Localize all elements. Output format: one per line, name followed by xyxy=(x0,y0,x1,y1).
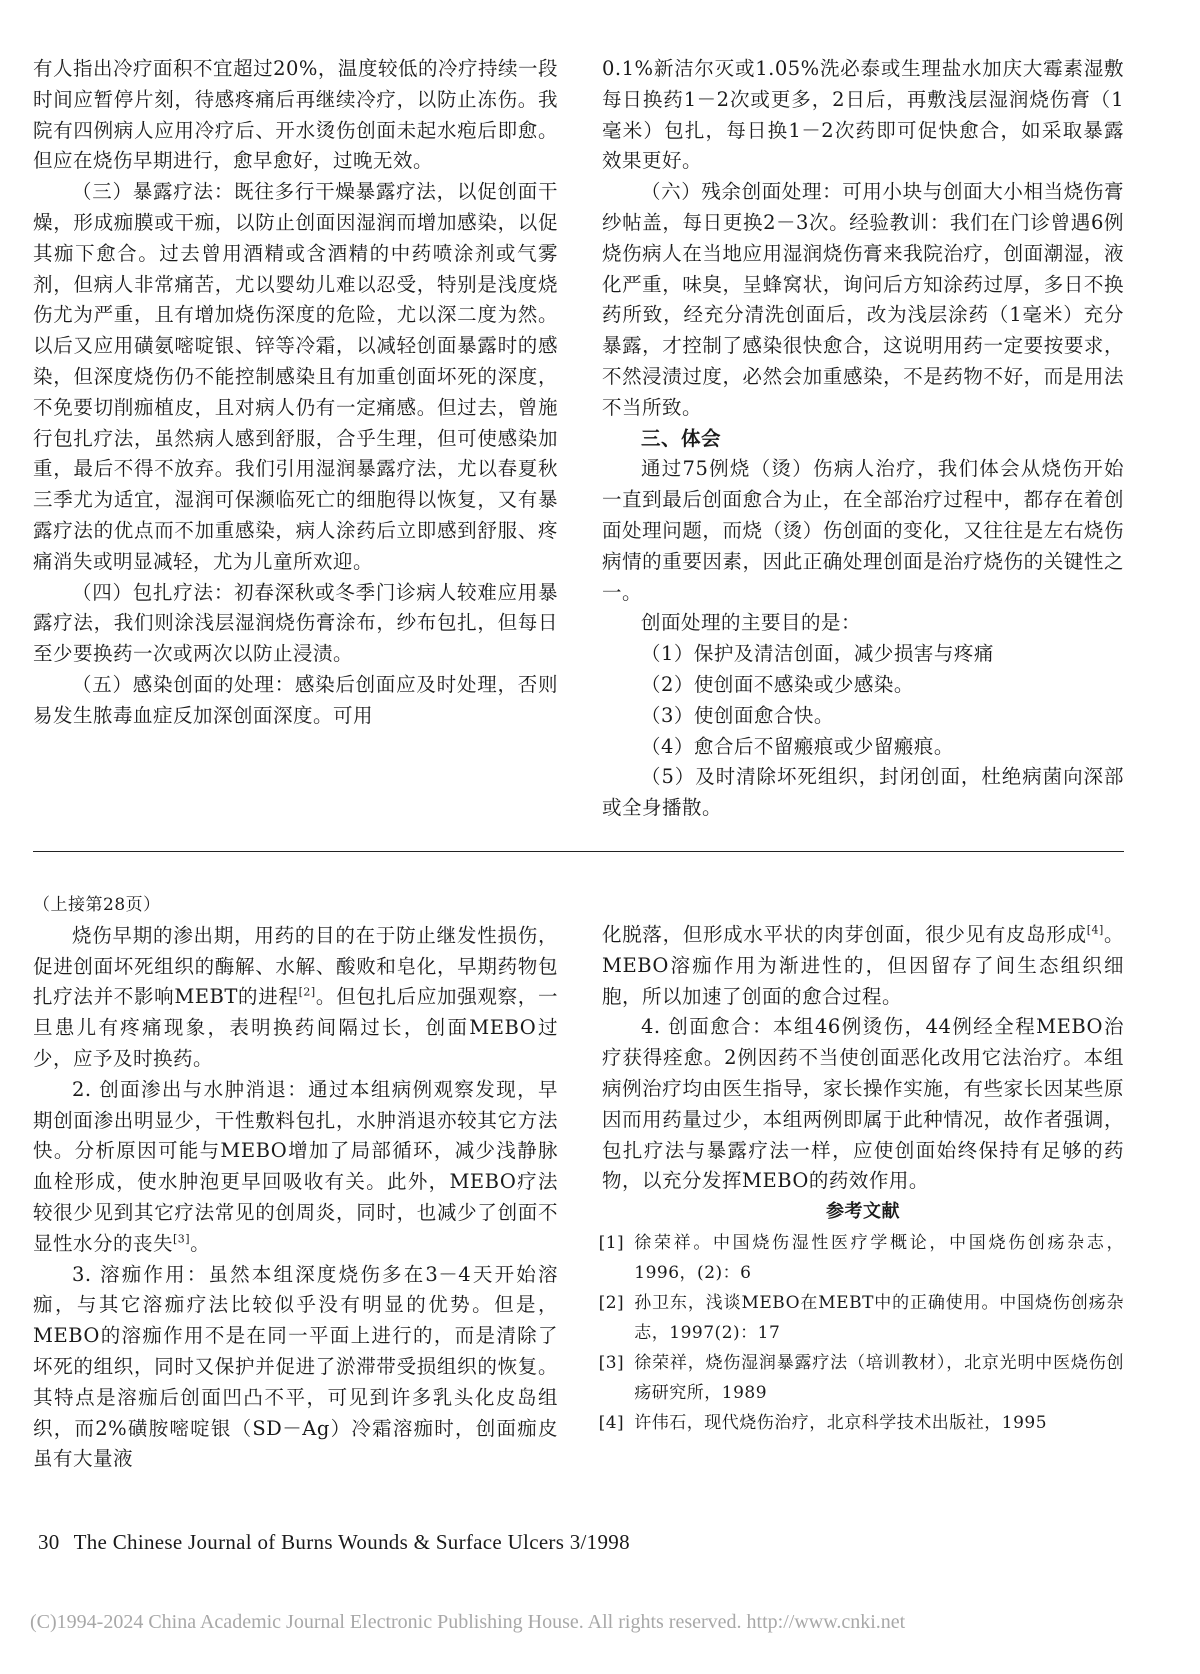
bottom-right-column xyxy=(598,920,1124,1438)
bottom-left-column xyxy=(33,890,558,1475)
top-left-column xyxy=(33,54,558,732)
paragraph-eschar-dissolution-cont: 化脱落，但形成水平状的肉芽创面，很少见有皮岛形成[4]。MEBO溶痂作用为渐进性的，但因留存了间生态组织细胞，所以加速了创面的愈合过程。 xyxy=(602,923,1124,1008)
paragraph-residual-wound: （六）残余创面处理：可用小块与创面大小相当烧伤膏纱帖盖，每日更换2－3次。经验教训：我们在门诊曾遇6例烧伤病人在当地应用湿润烧伤膏来我院治疗，创面潮湿，液化严重，味臭，呈蜂窝状，询问后方知涂药过厚，多日不换药所致，经充分清洗创面后，改为浅层涂药（1毫米）充分暴露，才控制了感染很快愈合，这说明用药一定要按要求，不然浸渍过度，必然会加重感染，不是药物不好，而是用法不当所致。 xyxy=(602,180,1124,419)
section-divider xyxy=(33,851,1124,852)
paragraph-infected-wound: （五）感染创面的处理：感染后创面应及时处理，否则易发生脓毒血症反加深创面深度。可用 xyxy=(33,672,558,727)
continued-from-note: （上接第28页） xyxy=(33,895,161,915)
reference-item: [1] 徐荣祥。中国烧伤湿性医疗学概论，中国烧伤创疡杂志，1996，(2)：6 xyxy=(598,1232,1124,1283)
top-right-column xyxy=(602,54,1124,824)
paragraph-eschar-dissolution: 3. 溶痂作用：虽然本组深度烧伤多在3－4天开始溶痂，与其它溶痂疗法比较似乎没有明显的优势。但是，MEBO的溶痂作用不是在同一平面上进行的，而是清除了坏死的组织，同时又保护并促进了淤滞带受损组织的恢复。其特点是溶痂后创面凹凸不平，可见到许多乳头化皮岛组织，而2%磺胺嘧啶银（SD－Ag）冷霜溶痂时，创面痂皮虽有大量液 xyxy=(33,1262,558,1471)
paragraph-exudation-stage: 烧伤早期的渗出期，用药的目的在于防止继发性损伤，促进创面坏死组织的酶解、水解、酸败和皂化，早期药物包扎疗法并不影响MEBT的进程[2]。但包扎后应加强观察，一旦患儿有疼痛现象，表明换药间隔过长，创面MEBO过少，应予及时换药。 xyxy=(33,923,558,1070)
paragraph-goals-intro: 创面处理的主要目的是： xyxy=(641,611,862,635)
references-heading: 参考文献 xyxy=(826,1201,900,1223)
goal-item-2: （2）使创面不感染或少感染。 xyxy=(641,672,914,696)
goal-item-4: （4）愈合后不留瘢痕或少留瘢痕。 xyxy=(641,734,954,758)
goal-item-5: （5）及时清除坏死组织，封闭创面，杜绝病菌向深部或全身播散。 xyxy=(602,765,1124,820)
paragraph-cold-therapy: 有人指出冷疗面积不宜超过20%，温度较低的冷疗持续一段时间应暂停片刻，待感疼痛后再继续冷疗，以防止冻伤。我院有四例病人应用冷疗后、开水烫伤创面未起水疱后即愈。但应在烧伤早期进行，愈早愈好，过晚无效。 xyxy=(33,57,558,173)
citation-ref: [3] xyxy=(173,1232,191,1246)
section-heading-experience: 三、体会 xyxy=(641,426,722,450)
goal-item-3: （3）使创面愈合快。 xyxy=(641,703,834,727)
paragraph-exudate-edema: 2. 创面渗出与水肿消退：通过本组病例观察发现，早期创面渗出明显少，干性敷料包扎，水肿消退亦较其它方法快。分析原因可能与MEBO增加了局部循环，减少浅静脉血栓形成，使水肿泡更早回吸收有关。此外，MEBO疗法较很少见到其它疗法常见的创周炎，同时，也减少了创面不显性水分的丧失[3]。 xyxy=(33,1077,558,1255)
goal-item-1: （1）保护及清洁创面，减少损害与疼痛 xyxy=(641,642,994,666)
paragraph-experience: 通过75例烧（烫）伤病人治疗，我们体会从烧伤开始一直到最后创面愈合为止，在全部治疗过程中，都存在着创面处理问题，而烧（烫）伤创面的变化，又往往是左右烧伤病情的重要因素，因此正确处理创面是治疗烧伤的关键性之一。 xyxy=(602,457,1124,604)
references-list xyxy=(598,1228,1124,1438)
copyright-watermark: (C)1994-2024 China Academic Journal Electronic Publishing House. All rights reserved. http://www.cnki.net xyxy=(30,1611,906,1633)
reference-item: [4] 许伟石，现代烧伤治疗，北京科学技术出版社，1995 xyxy=(598,1412,1048,1433)
page-number: 30 xyxy=(38,1530,60,1554)
page-footer xyxy=(38,1530,630,1555)
paragraph-bandage-therapy: （四）包扎疗法：初春深秋或冬季门诊病人较难应用暴露疗法，我们则涂浅层湿润烧伤膏涂布，纱布包扎，但每日至少要换药一次或两次以防止浸渍。 xyxy=(33,580,558,666)
reference-item: [3] 徐荣祥，烧伤湿润暴露疗法（培训教材），北京光明中医烧伤创疡研究所，1989 xyxy=(598,1352,1124,1403)
journal-title: The Chinese Journal of Burns Wounds & Surface Ulcers 3/1998 xyxy=(73,1530,630,1554)
citation-ref: [2] xyxy=(298,985,316,999)
paragraph-infected-wound-cont: 0.1%新洁尔灭或1.05%洗必泰或生理盐水加庆大霉素湿敷每日换药1－2次或更多，2日后，再敷浅层湿润烧伤膏（1毫米）包扎，每日换1－2次药即可促快愈合，如采取暴露效果更好。 xyxy=(602,57,1124,173)
paragraph-wound-healing: 4. 创面愈合：本组46例烫伤，44例经全程MEBO治疗获得痊愈。2例因药不当使创面恶化改用它法治疗。本组病例治疗均由医生指导，家长操作实施，有些家长因某些原因而用药量过少，本组两例即属于此种情况，故作者强调，包扎疗法与暴露疗法一样，应使创面始终保持有足够的药物，以充分发挥MEBO的药效作用。 xyxy=(602,1015,1124,1193)
paragraph-exposure-therapy: （三）暴露疗法：既往多行干燥暴露疗法，以促创面干燥，形成痂膜或干痂，以防止创面因湿润而增加感染，以促其痂下愈合。过去曾用酒精或含酒精的中药喷涂剂或气雾剂，但病人非常痛苦，尤以婴幼儿难以忍受，特别是浅度烧伤尤为严重，且有增加烧伤深度的危险，尤以深二度为然。以后又应用磺氨嘧啶银、锌等冷霜，以减轻创面暴露时的感染，但深度烧伤仍不能控制感染且有加重创面坏死的深度，不免要切削痂植皮，且对病人仍有一定痛感。但过去，曾施行包扎疗法，虽然病人感到舒服，合乎生理，但可使感染加重，最后不得不放弃。我们引用湿润暴露疗法，尤以春夏秋三季尤为适宜，湿润可保濒临死亡的细胞得以恢复，又有暴露疗法的优点而不加重感染，病人涂药后立即感到舒服、疼痛消失或明显减轻，尤为儿童所欢迎。 xyxy=(33,180,558,573)
citation-ref: [4] xyxy=(1086,923,1104,937)
reference-item: [2] 孙卫东，浅谈MEBO在MEBT中的正确使用。中国烧伤创疡杂志，1997(2)：17 xyxy=(598,1292,1124,1343)
